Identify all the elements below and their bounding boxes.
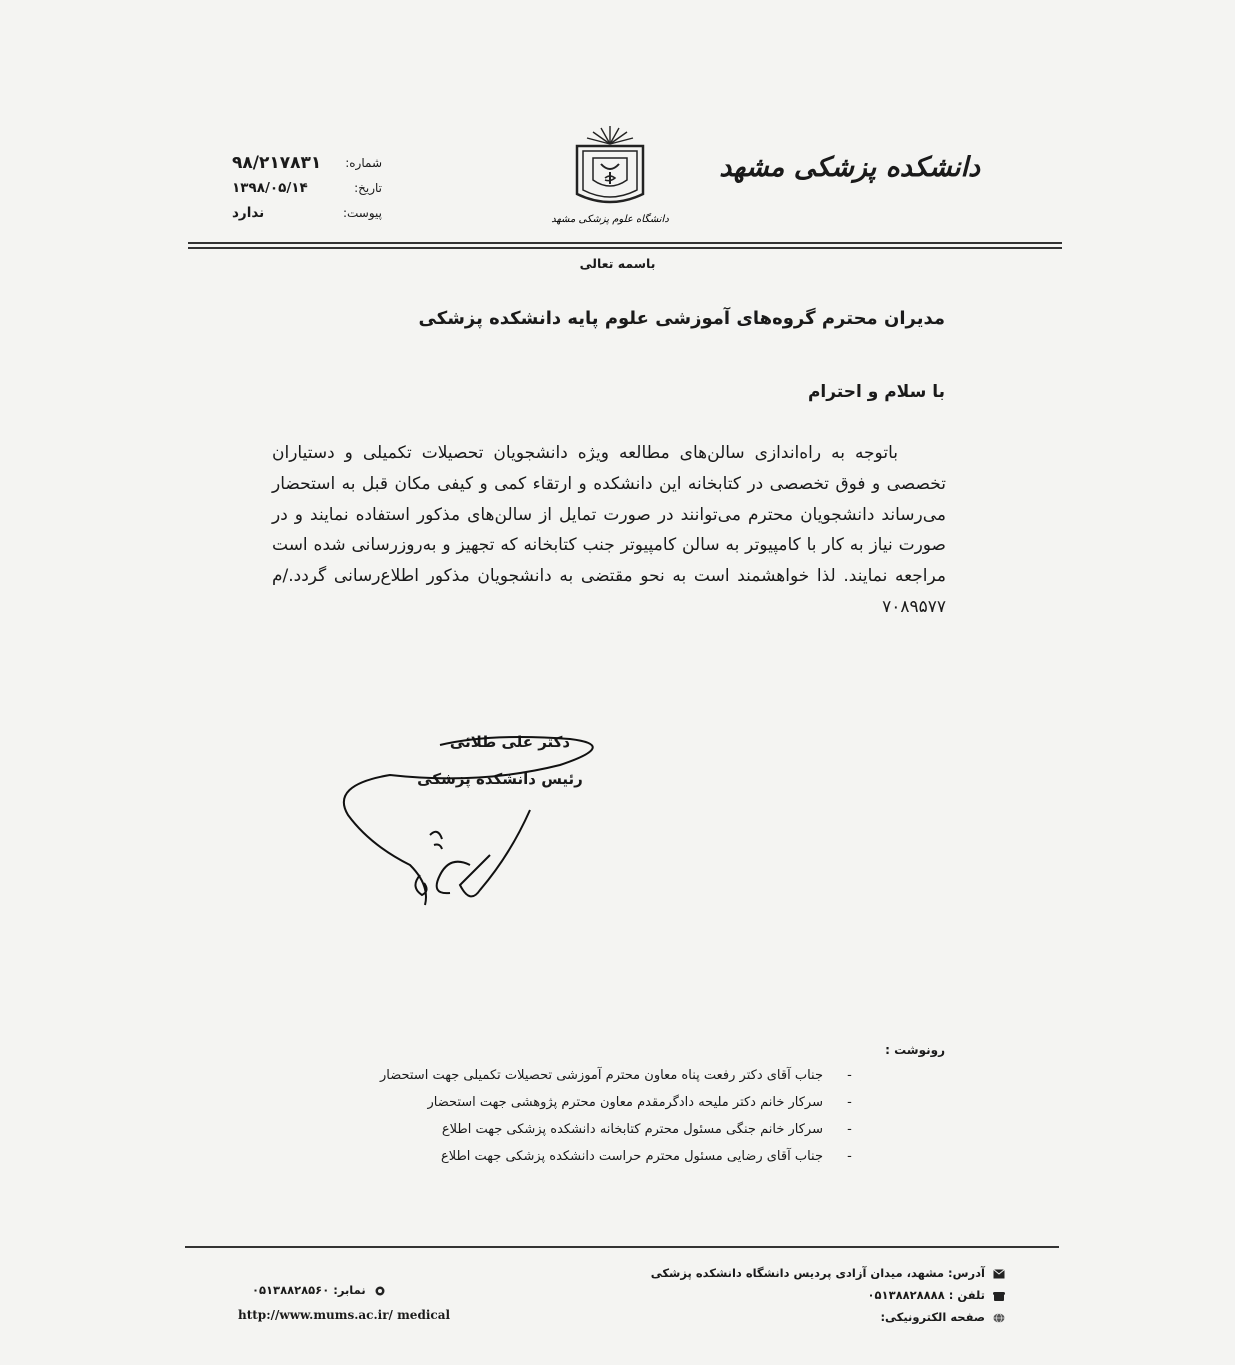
footer-address-text: آدرس: مشهد، میدان آزادی پردیس دانشگاه دانشکده پزشکی — [650, 1266, 985, 1280]
list-item — [380, 1143, 862, 1170]
cc-dash: - — [847, 1149, 852, 1164]
cc-dash: - — [847, 1068, 852, 1083]
header-divider — [188, 242, 1062, 249]
letter-greeting: با سلام و احترام — [807, 382, 945, 402]
list-item — [380, 1089, 862, 1116]
cc-item-text: سرکار خانم جنگی مسئول محترم کتابخانه دانشکده پزشکی جهت اطلاع — [441, 1122, 823, 1137]
meta-number-label: شماره: — [345, 155, 382, 170]
cc-dash: - — [847, 1095, 852, 1110]
globe-icon — [993, 1313, 1005, 1323]
letter-recipient: مدیران محترم گروه‌های آموزشی علوم پایه دانشکده پزشکی — [418, 308, 945, 329]
fax-icon — [374, 1286, 386, 1296]
letter-body: باتوجه به راه‌اندازی سالن‌های مطالعه ویژه دانشجویان تحصیلات تکمیلی و دستیاران تخصصی و فوق تخصصی در کتابخانه این دانشکده و ارتقاء کمی و کیفی مکان قبل به استحضار می‌رساند دانشجویان محترم می‌توانند در صورت تمایل از سالن‌های مذکور استفاده نمایند و در صورت نیاز به کار با کامپیوتر به سالن کامپیوتر جنب کتابخانه که تجهیز و به‌روزرسانی شده است مراجعه نمایند. لذا خواهشمند است به نحو مقتضی به دانشجویان مذکور اطلاع‌رسانی گردد./م ۷۰۸۹۵۷۷ — [272, 443, 946, 617]
meta-number-value: ۹۸/۲۱۷۸۳۱ — [232, 152, 322, 173]
university-emblem-icon — [551, 122, 669, 234]
meta-date-value: ۱۳۹۸/۰۵/۱۴ — [232, 179, 308, 196]
logo-caption: دانشگاه علوم پزشکی مشهد — [551, 214, 669, 225]
signer-title: رئیس دانشکده پزشکی — [417, 770, 583, 788]
list-item — [380, 1062, 862, 1089]
university-name: دانشکده پزشکی مشهد — [719, 152, 980, 183]
meta-attachment-row — [232, 200, 382, 225]
meta-date-label: تاریخ: — [354, 180, 382, 195]
cc-item-text: جناب آقای رضایی مسئول محترم حراست دانشکده پزشکی جهت اطلاع — [440, 1149, 823, 1164]
cc-label: رونوشت : — [885, 1043, 945, 1057]
footer-phone-text: تلفن : ۰۵۱۳۸۸۲۸۸۸۸ — [867, 1288, 985, 1302]
cc-dash: - — [847, 1122, 852, 1137]
footer-fax — [252, 1283, 386, 1297]
phone-icon — [993, 1291, 1005, 1301]
signer-name: دکتر علی طلائی — [449, 733, 571, 751]
cc-item-text: جناب آقای دکتر رفعت پناه معاون محترم آموزشی تحصیلات تکمیلی جهت استحضار — [379, 1068, 823, 1083]
cc-item-text: سرکار خانم دکتر ملیحه دادگرمقدم معاون محترم پژوهشی جهت استحضار — [427, 1095, 823, 1110]
letter-meta — [232, 150, 382, 225]
footer-fax-text: نمابر: ۰۵۱۳۸۸۲۸۵۶۰ — [252, 1283, 366, 1297]
meta-number-row — [232, 150, 382, 175]
footer-divider — [185, 1246, 1059, 1248]
footer-address — [651, 1266, 1005, 1280]
list-item — [380, 1116, 862, 1143]
basmala: باسمه تعالی — [579, 256, 656, 271]
meta-attachment-value: ندارد — [232, 204, 265, 221]
meta-attachment-label: پیوست: — [342, 205, 382, 220]
footer-phone — [868, 1288, 1005, 1302]
footer-web-label: صفحه الکترونیکی: — [880, 1310, 985, 1324]
envelope-icon — [993, 1269, 1005, 1279]
meta-date-row — [232, 175, 382, 200]
footer-web — [880, 1310, 1005, 1324]
footer-url[interactable]: http://www.mums.ac.ir/ medical — [238, 1308, 451, 1322]
cc-list — [380, 1062, 862, 1170]
